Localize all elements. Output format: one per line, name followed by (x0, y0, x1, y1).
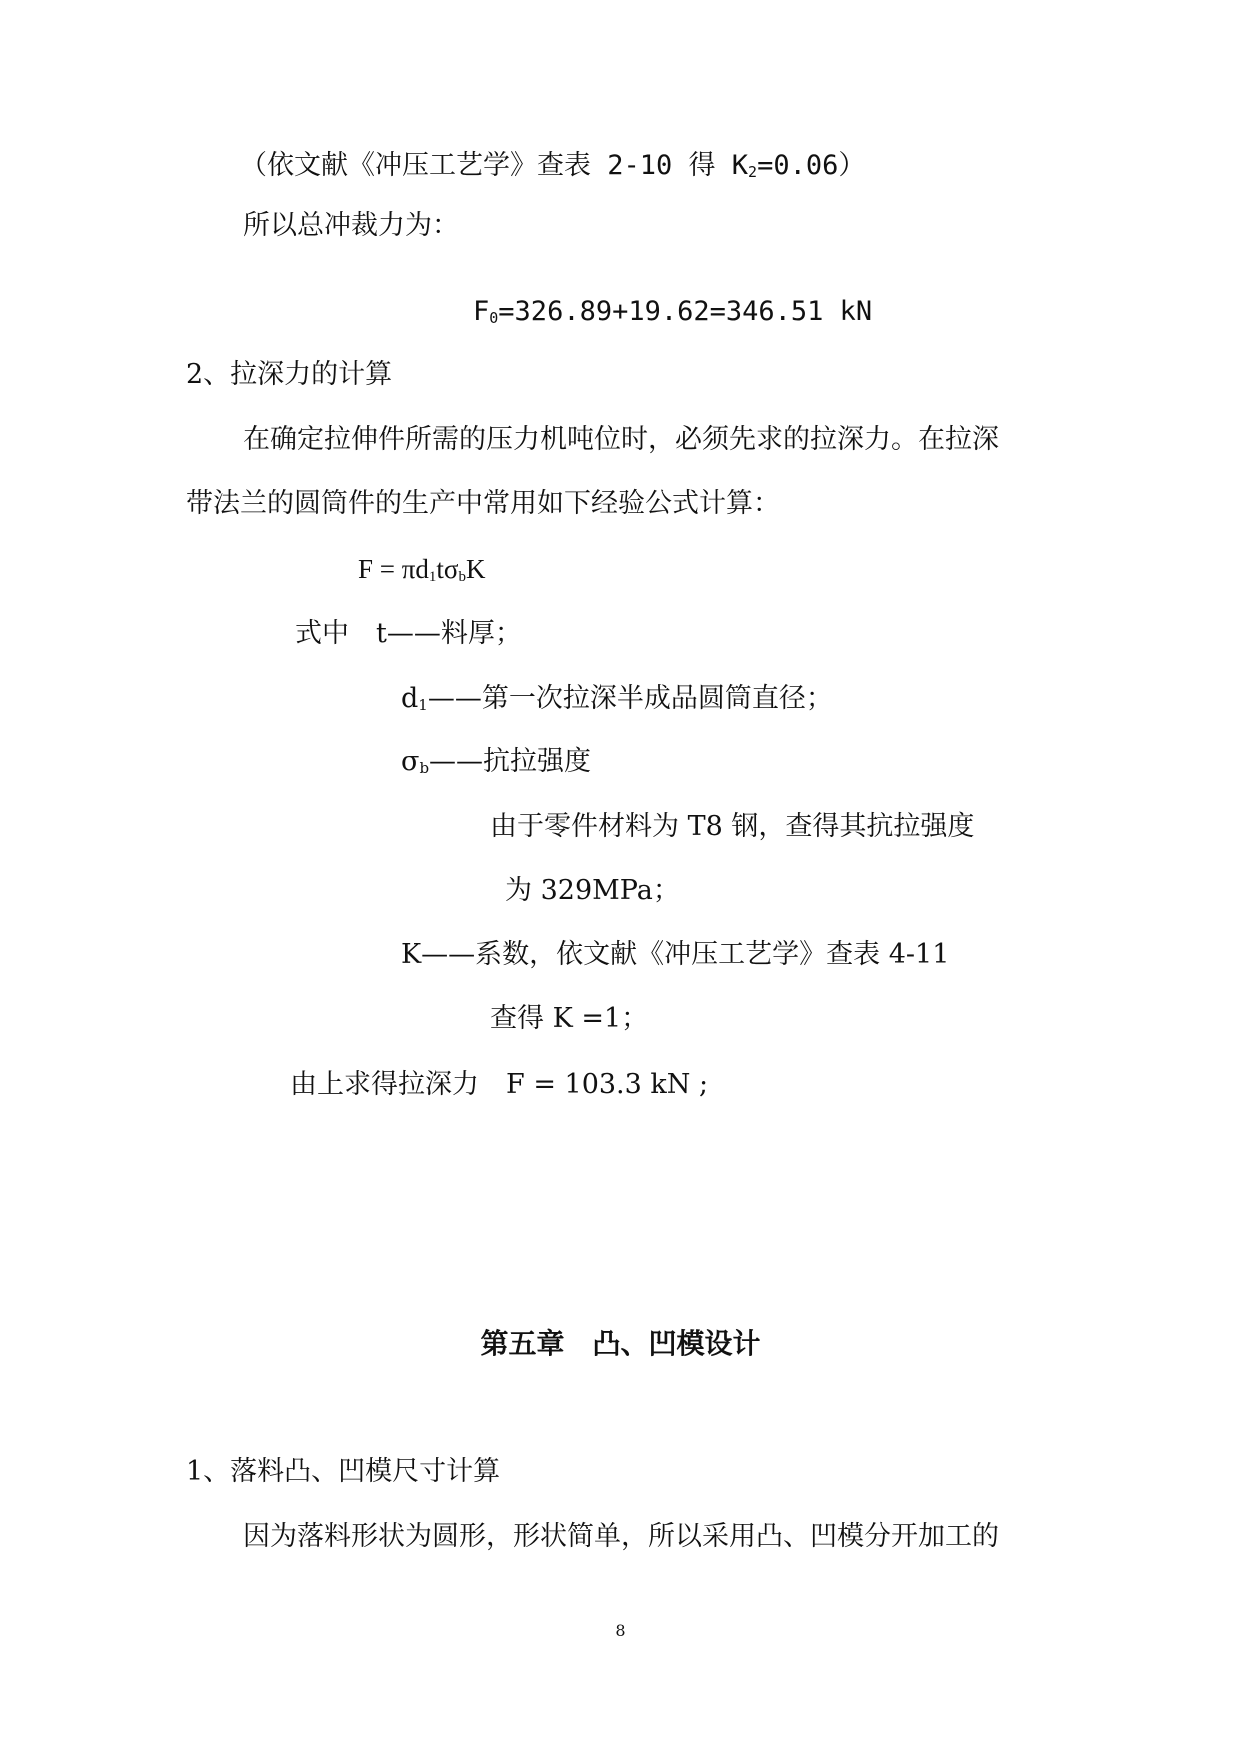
paragraph-line-1: 在确定拉伸件所需的压力机吨位时，必须先求的拉深力。在拉深 (243, 424, 999, 455)
k-value-note: 查得 K =1； (490, 1003, 649, 1034)
paragraph-blanking: 因为落料形状为圆形，形状简单，所以采用凸、凹模分开加工的 (243, 1521, 999, 1552)
drawing-force-formula: $F = \pi d_1t\sigma_bK$ (358, 554, 486, 585)
variable-definition-t: 式中 t——料厚； (295, 618, 522, 649)
material-note-line-2: 为 329MPa； (505, 875, 680, 906)
chapter-heading: 第五章 凸、凹模设计 (480, 1327, 761, 1360)
drawing-force-result: 由上求得拉深力 F = 103.3 kN ; (290, 1069, 709, 1100)
variable-definition-sigma-b: $\sigma_b——$抗拉强度 (401, 746, 592, 777)
variable-definition-k: K——系数，依文献《冲压工艺学》查表 4-11 (401, 939, 950, 970)
reference-note-k2: （依文献《冲压工艺学》查表 2-10 得 $K_2=0.06$） (240, 150, 866, 181)
total-punch-force-formula: $F_0=326.89+19.62=346.51$ kN (473, 296, 873, 327)
total-punch-force-label: 所以总冲裁力为： (243, 210, 459, 241)
section-heading-drawing-force: 2、拉深力的计算 (186, 359, 393, 390)
page-number: 8 (615, 1621, 626, 1640)
paragraph-line-2: 带法兰的圆筒件的生产中常用如下经验公式计算： (186, 488, 780, 519)
section-heading-blanking: 1、落料凸、凹模尺寸计算 (186, 1456, 501, 1487)
variable-definition-d1: $d_1——$第一次拉深半成品圆筒直径； (401, 683, 833, 714)
material-note-line-1: 由于零件材料为 T8 钢，查得其抗拉强度 (490, 811, 975, 842)
